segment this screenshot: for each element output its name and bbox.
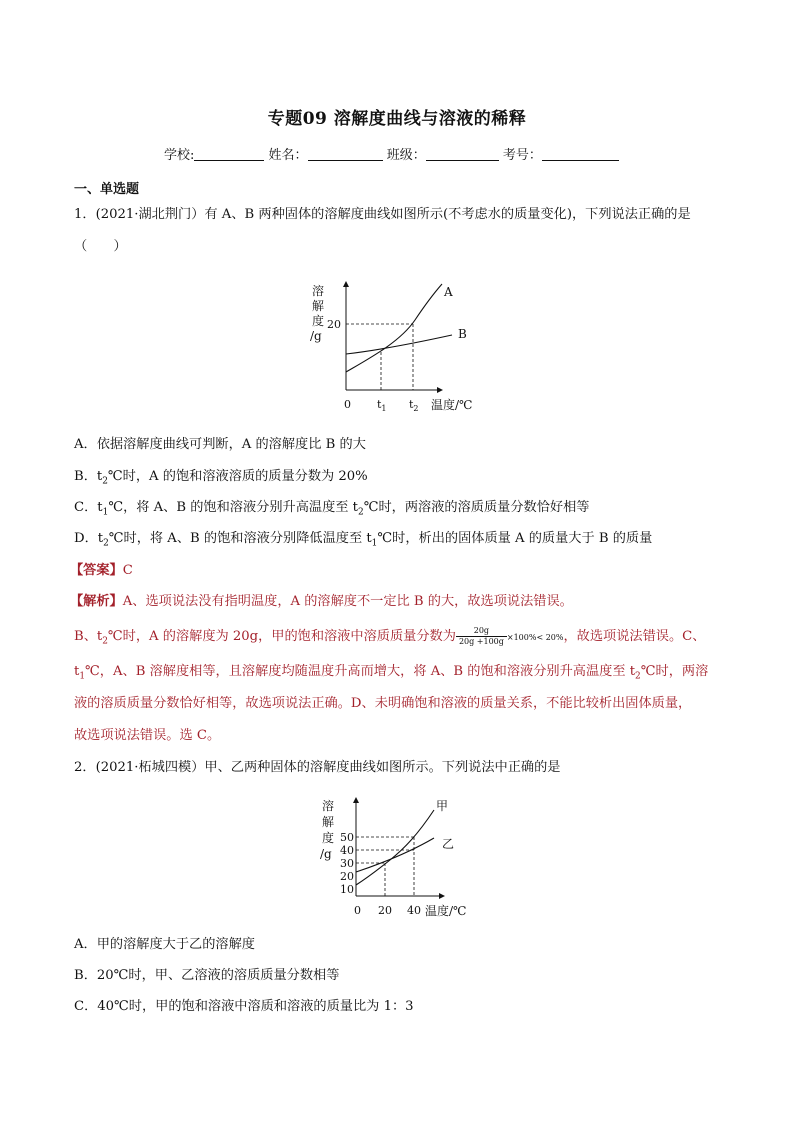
q1-tick-t2: $t_2$	[409, 398, 419, 413]
id-blank	[542, 147, 619, 161]
q2-xlabel: 温度/℃	[425, 904, 467, 918]
student-info-line	[164, 144, 619, 163]
q1-analysis-line2: B、$t_2℃$时，A 的溶解度为 20g，甲的饱和溶液中溶质质量分数为 $\frac{20g}{20g +100g}$ ×100%< 20%，故选项说法错误。C、	[74, 626, 706, 647]
q2-ylabel-1: 溶	[322, 799, 335, 813]
q2-option-b: B．20℃时，甲、乙溶液的溶质质量分数相等	[74, 968, 340, 983]
q1-option-b: B．$t_2℃$时，A 的饱和溶液溶质的质量分数为 20%	[74, 469, 368, 487]
q2-curve-jia	[356, 810, 434, 885]
q1-xlabel: 温度/℃	[431, 398, 473, 412]
q2-ytick-50: 50	[340, 831, 354, 844]
q2-ylabel-4: /g	[320, 847, 332, 861]
q2-label-yi: 乙	[442, 837, 455, 851]
q1-analysis-line3: $t_1℃$，A、B 溶解度相等，且溶解度均随温度升高而增大，将 A、B 的饱和溶液分别升高温度至 $t_2℃$时，两溶	[74, 664, 709, 682]
q1-stem-line1: 1．(2021·湖北荆门）有 A、B 两种固体的溶解度曲线如图所示(不考虑水的质量变化)，下列说法正确的是	[74, 207, 691, 222]
q1-ylabel-4: /g	[310, 329, 322, 343]
q1-stem-line2: （ ）	[74, 239, 127, 254]
q2-option-a: A．甲的溶解度大于乙的溶解度	[74, 937, 255, 952]
q1-analysis-line4: 液的溶质质量分数恰好相等，故选项说法正确。D、未明确饱和溶液的质量关系，不能比较析出固体质量，	[74, 696, 692, 711]
q2-ytick-40: 40	[340, 844, 354, 857]
q1-analysis-line5: 故选项说法错误。选 C。	[74, 728, 221, 743]
q1-curve-a	[346, 284, 442, 372]
fraction: $\frac{20g}{20g +100g}$	[456, 626, 507, 647]
q1-solubility-chart	[300, 280, 500, 415]
q2-solubility-chart	[310, 796, 480, 920]
q2-stem: 2．(2021·柘城四模）甲、乙两种固体的溶解度曲线如图所示。下列说法中正确的是	[74, 760, 561, 775]
id-label: 考号：	[502, 148, 542, 163]
q2-ylabel-2: 解	[322, 815, 335, 829]
name-label: 姓名：	[268, 148, 308, 163]
q1-ylabel-1: 溶	[312, 284, 325, 298]
page-title: 专题09 溶解度曲线与溶液的稀释	[267, 109, 527, 129]
q1-answer: 【答案】C	[70, 563, 133, 578]
q2-curve-yi	[356, 838, 434, 872]
q2-ytick-20: 20	[340, 870, 354, 883]
q1-ylabel-3: 度	[312, 314, 325, 328]
q1-origin: 0	[344, 398, 351, 411]
q1-option-d: D．$t_2℃$时，将 A、B 的饱和溶液分别降低温度至 $t_1℃$时，析出的固体质量 A 的质量大于 B 的质量	[74, 531, 653, 549]
q1-label-b: B	[458, 327, 467, 341]
q1-option-c: C．$t_1℃$，将 A、B 的饱和溶液分别升高温度至 $t_2℃$时，两溶液的溶质质量分数恰好相等	[74, 500, 590, 518]
q1-tick-t1: $t_1$	[377, 398, 387, 413]
q1-option-a: A．依据溶解度曲线可判断，A 的溶解度比 B 的大	[74, 437, 366, 452]
q1-label-a: A	[444, 285, 453, 299]
q1-tick-20: 20	[327, 318, 341, 331]
class-label: 班级：	[386, 148, 426, 163]
section-heading: 一、单选题	[74, 182, 140, 197]
q2-xtick-40: 40	[407, 904, 421, 917]
class-blank	[426, 147, 499, 161]
q2-option-c: C．40℃时，甲的饱和溶液中溶质和溶液的质量比为 1：3	[74, 999, 414, 1014]
school-label: 学校:	[164, 148, 195, 163]
q1-ylabel-2: 解	[312, 299, 325, 313]
q2-ytick-30: 30	[340, 857, 354, 870]
q2-xtick-0: 0	[354, 904, 361, 917]
q2-label-jia: 甲	[436, 799, 449, 813]
q2-xtick-20: 20	[378, 904, 392, 917]
q2-ylabel-3: 度	[322, 831, 335, 845]
q2-ytick-10: 10	[340, 883, 354, 896]
school-blank	[194, 147, 264, 161]
q1-analysis-line1: 【解析】A、选项说法没有指明温度，A 的溶解度不一定比 B 的大，故选项说法错误。	[70, 594, 573, 609]
name-blank	[308, 147, 383, 161]
